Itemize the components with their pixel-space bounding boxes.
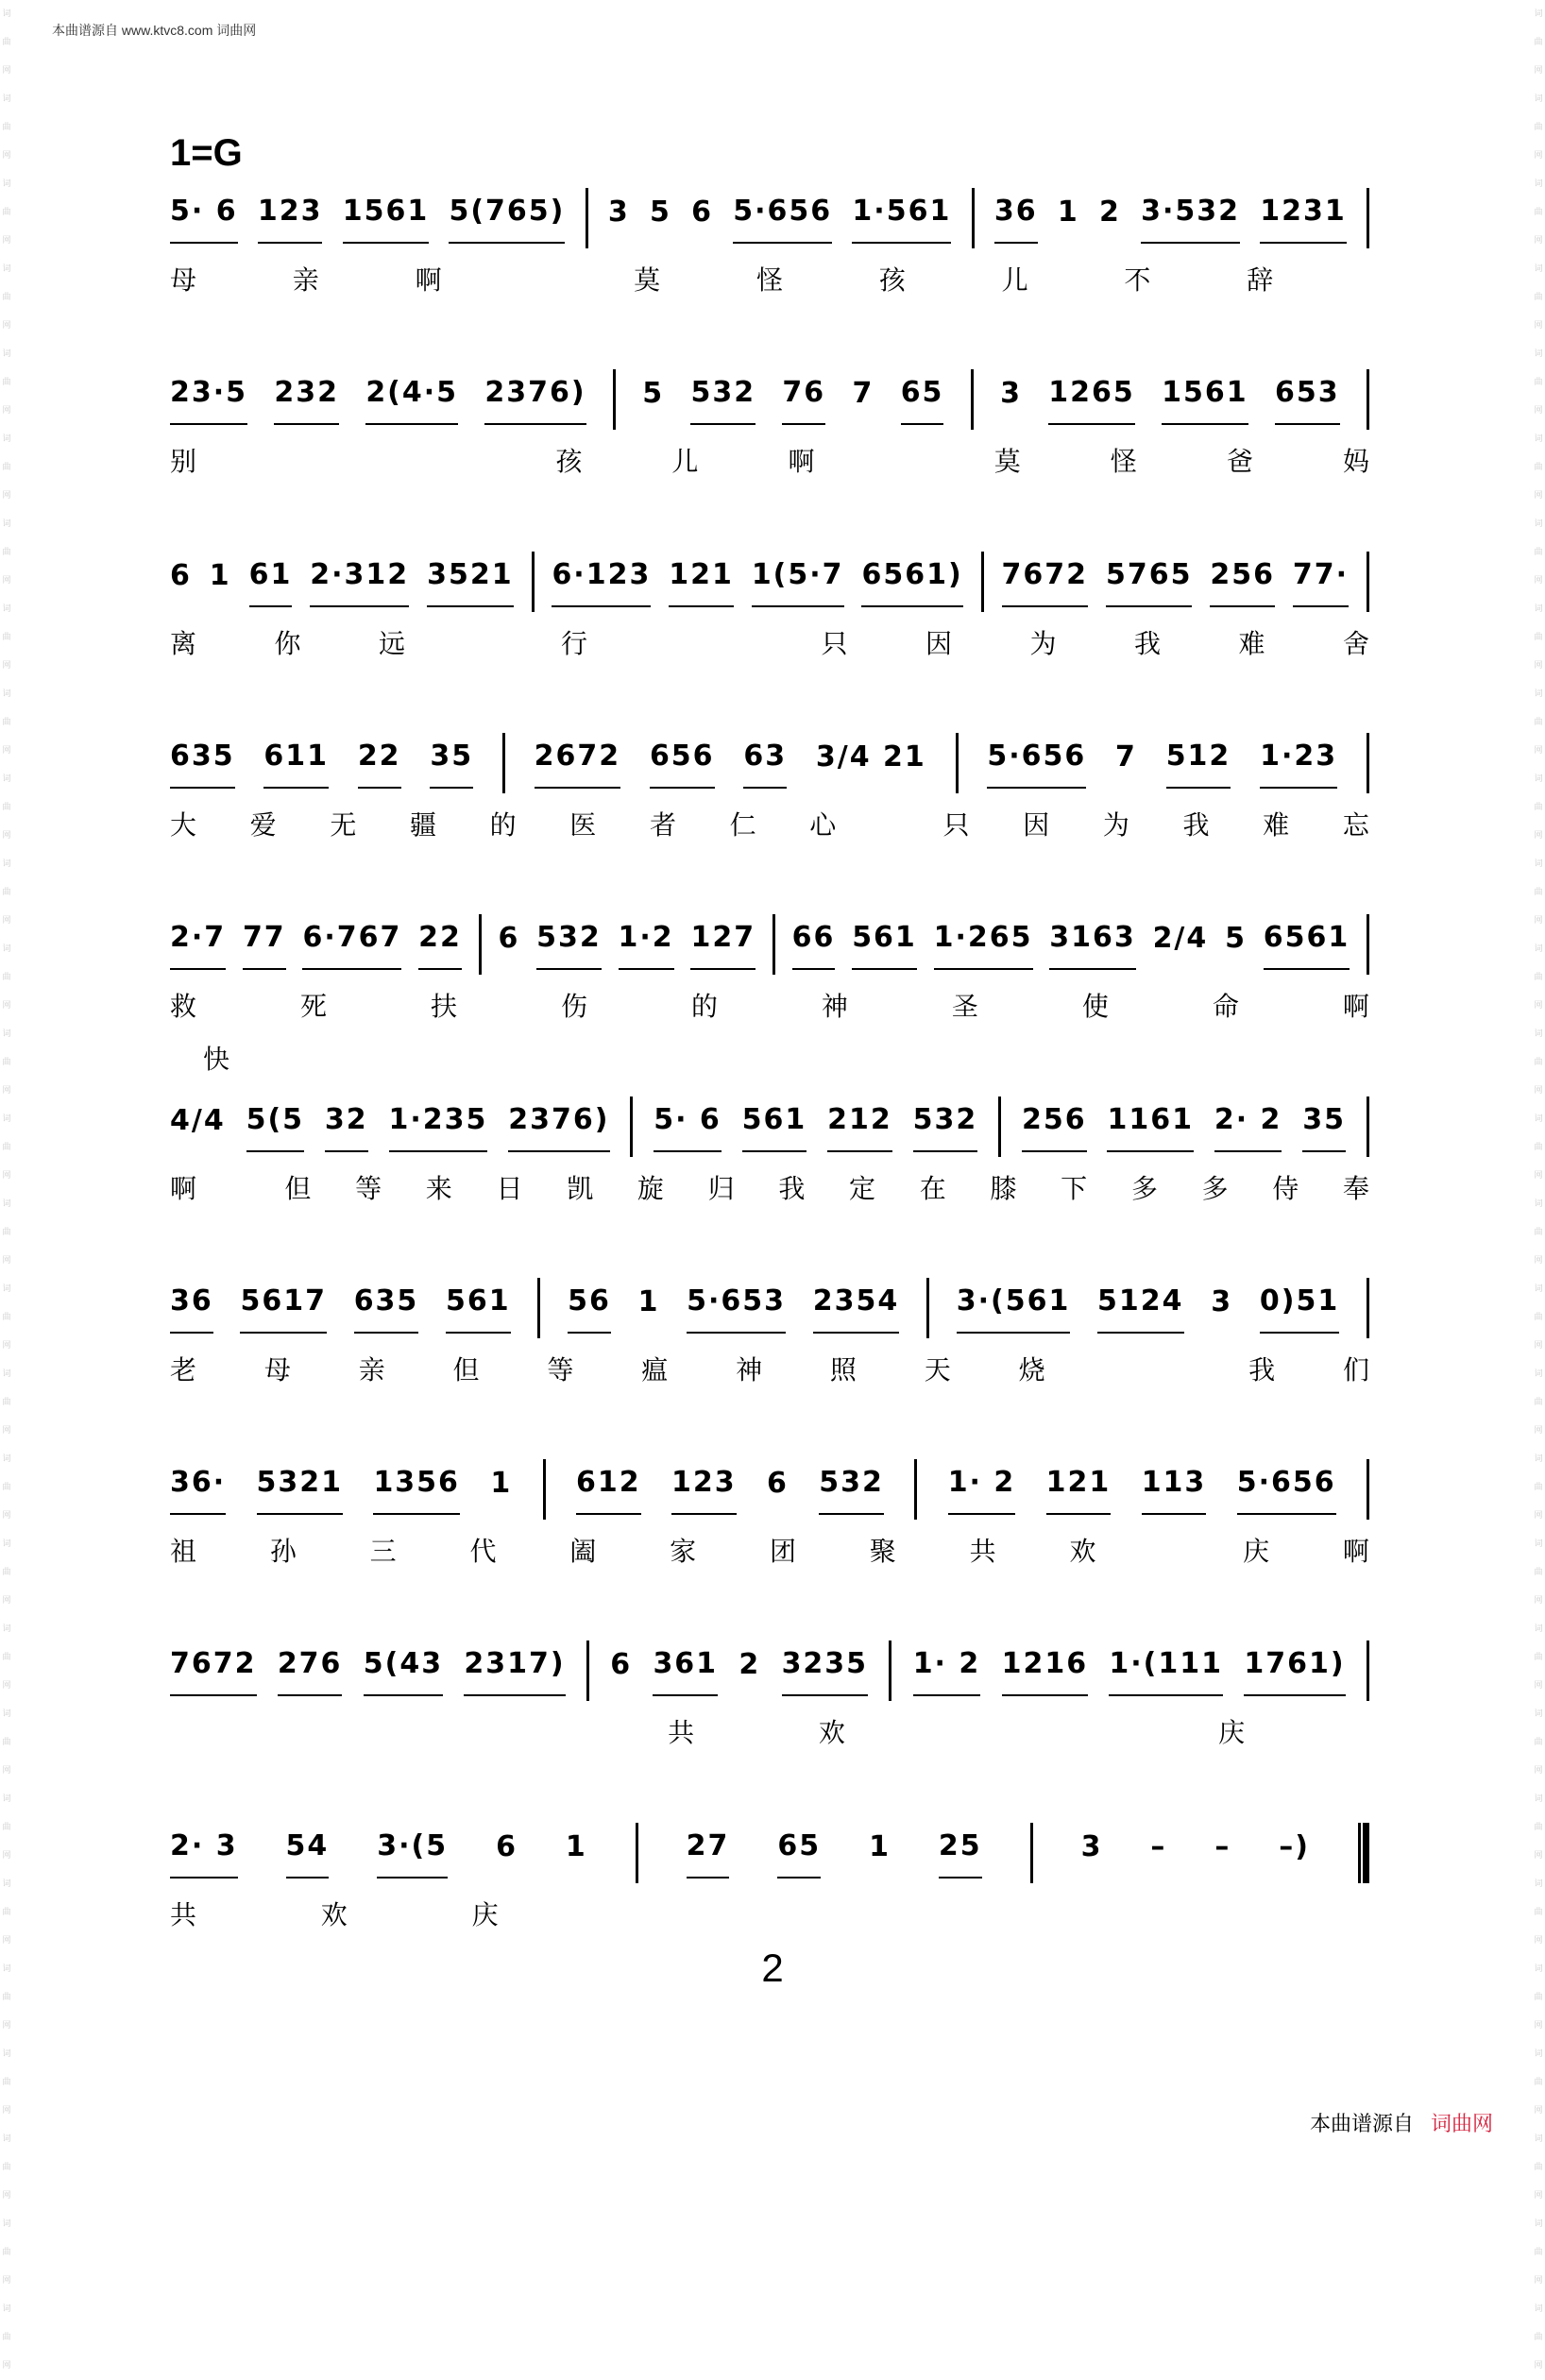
note-group: 3163 bbox=[1049, 919, 1136, 970]
lyric-syllable: 圣 bbox=[951, 991, 978, 1022]
lyric-syllable: 奉 bbox=[1342, 1173, 1369, 1204]
score-system bbox=[170, 1455, 1369, 1597]
lyric-syllable: 仁 bbox=[729, 809, 756, 841]
note-group: 25 bbox=[939, 1828, 982, 1878]
left-watermark: 词曲网词曲网词曲网词曲网词曲网词曲网词曲网词曲网词曲网词曲网词曲网词曲网词曲网词曲网词曲网词曲网词曲网词曲网词曲网词曲网词曲网词曲网词曲网词曲网词曲网词曲网词曲网词曲网 bbox=[2, 9, 11, 2371]
barline bbox=[998, 1096, 1001, 1157]
score-system bbox=[170, 729, 1369, 871]
note-group: 3 bbox=[1000, 377, 1022, 410]
lyric-syllable: 救 bbox=[170, 991, 197, 1022]
note-group: 612 bbox=[576, 1464, 641, 1515]
note-group: 2317) bbox=[464, 1645, 565, 1696]
notes-row bbox=[170, 1455, 1369, 1523]
score-system bbox=[170, 1819, 1369, 1961]
lyric-syllable: 等 bbox=[355, 1173, 382, 1204]
note-group: 635 bbox=[354, 1283, 419, 1334]
note-group: 2672 bbox=[535, 738, 621, 789]
lyric-syllable: 怪 bbox=[756, 264, 783, 296]
lyric-syllable: 你 bbox=[274, 628, 301, 659]
note-group: 2 bbox=[739, 1648, 761, 1681]
note-group: 0)51 bbox=[1260, 1283, 1339, 1334]
lyric-syllable: 为 bbox=[1102, 809, 1129, 841]
right-watermark: 词曲网词曲网词曲网词曲网词曲网词曲网词曲网词曲网词曲网词曲网词曲网词曲网词曲网词曲网词曲网词曲网词曲网词曲网词曲网词曲网词曲网词曲网词曲网词曲网词曲网词曲网词曲网词曲网 bbox=[1534, 9, 1543, 2371]
footer-source-label: 本曲谱源自 bbox=[1309, 2113, 1414, 2136]
lyric-syllable: 儿 bbox=[1001, 264, 1028, 296]
note-group: 22 bbox=[358, 738, 401, 789]
lyric-syllable: 远 bbox=[379, 628, 406, 659]
lyric-syllable: 来 bbox=[425, 1173, 452, 1204]
note-group: 76 bbox=[782, 374, 825, 425]
footer-brand: 词曲网 bbox=[1430, 2113, 1493, 2136]
note-group: 7672 bbox=[170, 1645, 257, 1696]
lyric-syllable: 欢 bbox=[1069, 1536, 1096, 1567]
lyric-syllable: 亲 bbox=[358, 1354, 385, 1386]
note-group: 1356 bbox=[373, 1464, 460, 1515]
note-group: 1· 2 bbox=[913, 1645, 981, 1696]
lyric-syllable: 归 bbox=[707, 1173, 735, 1204]
barline bbox=[532, 552, 535, 612]
lyric-syllable: 定 bbox=[849, 1173, 876, 1204]
note-group: 5617 bbox=[240, 1283, 327, 1334]
note-group: 561 bbox=[446, 1283, 511, 1334]
lyric-syllable: 我 bbox=[1182, 809, 1210, 841]
note-group: 36 bbox=[170, 1283, 213, 1334]
lyric-syllable: 我 bbox=[1133, 628, 1161, 659]
note-group: 5· 6 bbox=[170, 193, 238, 244]
note-group: 1216 bbox=[1002, 1645, 1089, 1696]
lyric-syllable: 扶 bbox=[430, 991, 457, 1022]
note-group: 212 bbox=[827, 1101, 892, 1152]
note-group: 22 bbox=[418, 919, 462, 970]
notes-row bbox=[170, 1274, 1369, 1342]
lyric-syllable: 祖 bbox=[170, 1536, 197, 1567]
note-group: 1 bbox=[1057, 196, 1079, 229]
lyric-syllable: 天 bbox=[924, 1354, 951, 1386]
note-group: 3235 bbox=[782, 1645, 869, 1696]
lyric-syllable: 的 bbox=[489, 809, 517, 841]
score-system bbox=[170, 1637, 1369, 1778]
lyric-syllable: 使 bbox=[1081, 991, 1109, 1022]
lyric-syllable: 伤 bbox=[560, 991, 587, 1022]
note-group: 1 bbox=[565, 1830, 587, 1863]
note-group: 35 bbox=[1302, 1101, 1346, 1152]
note-group: 256 bbox=[1210, 556, 1275, 607]
lyric-syllable: 我 bbox=[778, 1173, 806, 1204]
note-group: 1·2 bbox=[619, 919, 674, 970]
lyric-syllable: 死 bbox=[299, 991, 327, 1022]
note-group: 3·532 bbox=[1141, 193, 1240, 244]
note-group: 5124 bbox=[1097, 1283, 1184, 1334]
notes-row bbox=[170, 1637, 1369, 1705]
note-group: 3 bbox=[1080, 1830, 1103, 1863]
lyric-syllable: 聚 bbox=[869, 1536, 896, 1567]
barline bbox=[537, 1278, 540, 1338]
note-group: 36 bbox=[994, 193, 1038, 244]
lyric-syllable: 离 bbox=[170, 628, 197, 659]
lyrics-row bbox=[170, 1350, 1369, 1387]
note-group: 1· 2 bbox=[948, 1464, 1016, 1515]
barline bbox=[1367, 188, 1369, 248]
lyric-syllable: 们 bbox=[1342, 1354, 1369, 1386]
note-group: 2· 2 bbox=[1214, 1101, 1282, 1152]
lyric-syllable: 医 bbox=[569, 809, 597, 841]
lyrics-row bbox=[170, 986, 1369, 1024]
score-system bbox=[170, 1093, 1369, 1234]
note-group: –) bbox=[1279, 1830, 1311, 1863]
note-group: 5765 bbox=[1106, 556, 1193, 607]
barline bbox=[981, 552, 984, 612]
lyrics-row bbox=[170, 623, 1369, 661]
note-group: 561 bbox=[852, 919, 917, 970]
lyric-syllable: 亲 bbox=[292, 264, 319, 296]
note-group: 56 bbox=[568, 1283, 611, 1334]
barline bbox=[889, 1640, 891, 1701]
note-group: 5·653 bbox=[687, 1283, 786, 1334]
barline bbox=[1030, 1823, 1033, 1883]
lyric-syllable: 孙 bbox=[269, 1536, 297, 1567]
note-group: – bbox=[1150, 1830, 1167, 1863]
lyric-syllable: 代 bbox=[469, 1536, 497, 1567]
note-group: 121 bbox=[669, 556, 734, 607]
lyric-syllable: 母 bbox=[263, 1354, 291, 1386]
lyric-syllable: 但 bbox=[452, 1354, 480, 1386]
lyric-syllable: 三 bbox=[369, 1536, 397, 1567]
lyric-syllable: 啊 bbox=[170, 1173, 197, 1204]
barline bbox=[926, 1278, 929, 1338]
note-group: 532 bbox=[819, 1464, 884, 1515]
notes-row bbox=[170, 366, 1369, 434]
note-group: 1 bbox=[209, 559, 231, 592]
lyric-syllable: 多 bbox=[1201, 1173, 1229, 1204]
note-group: 1 bbox=[869, 1830, 891, 1863]
barline bbox=[543, 1459, 546, 1520]
barline bbox=[630, 1096, 633, 1157]
lyric-syllable: 欢 bbox=[818, 1717, 845, 1748]
lyric-syllable: 庆 bbox=[1218, 1717, 1246, 1748]
lyric-syllable: 老 bbox=[170, 1354, 197, 1386]
lyric-syllable: 多 bbox=[1130, 1173, 1158, 1204]
lyric-syllable: 只 bbox=[821, 628, 848, 659]
lyric-syllable: 啊 bbox=[1342, 1536, 1369, 1567]
note-group: 276 bbox=[278, 1645, 343, 1696]
lyric-syllable: 不 bbox=[1124, 264, 1151, 296]
note-group: 35 bbox=[430, 738, 473, 789]
lyric-syllable: 儿 bbox=[671, 446, 699, 477]
final-barline bbox=[1358, 1823, 1369, 1883]
note-group: 1561 bbox=[343, 193, 430, 244]
notes-row bbox=[170, 548, 1369, 616]
lyric-syllable: 阖 bbox=[569, 1536, 597, 1567]
note-group: 6561) bbox=[861, 556, 962, 607]
note-group: 1 bbox=[637, 1285, 660, 1318]
note-group: 7672 bbox=[1002, 556, 1089, 607]
lyric-syllable: 但 bbox=[284, 1173, 312, 1204]
lyric-syllable: 忘 bbox=[1342, 809, 1369, 841]
lyric-syllable: 难 bbox=[1263, 809, 1290, 841]
note-group: 6 bbox=[691, 196, 714, 229]
notes-row bbox=[170, 184, 1369, 252]
note-group: 3·(561 bbox=[957, 1283, 1071, 1334]
note-group: 3521 bbox=[427, 556, 514, 607]
note-group: 66 bbox=[792, 919, 836, 970]
barline bbox=[1367, 1459, 1369, 1520]
barline bbox=[1367, 914, 1369, 975]
lyric-syllable: 等 bbox=[547, 1354, 574, 1386]
lyric-syllable: 别 bbox=[170, 446, 197, 477]
lyric-syllable: 为 bbox=[1029, 628, 1057, 659]
note-group: 2354 bbox=[813, 1283, 900, 1334]
lyric-syllable: 心 bbox=[809, 809, 837, 841]
note-group: 1·235 bbox=[389, 1101, 488, 1152]
lyric-syllable: 因 bbox=[1023, 809, 1050, 841]
notes-row bbox=[170, 729, 1369, 797]
lyric-syllable: 啊 bbox=[1342, 991, 1369, 1022]
note-group: 6 bbox=[767, 1467, 789, 1500]
note-group: 3/4 21 bbox=[815, 740, 926, 774]
note-group: 5(765) bbox=[449, 193, 565, 244]
note-group: 2·312 bbox=[310, 556, 409, 607]
barline bbox=[1367, 1096, 1369, 1157]
lyric-syllable: 舍 bbox=[1342, 628, 1369, 659]
lyric-syllable: 爱 bbox=[249, 809, 277, 841]
lyric-syllable: 辞 bbox=[1247, 264, 1274, 296]
note-group: 6 bbox=[610, 1648, 633, 1681]
notes-row bbox=[170, 910, 1369, 978]
barline bbox=[636, 1823, 638, 1883]
note-group: 2(4·5 bbox=[365, 374, 458, 425]
note-group: 532 bbox=[690, 374, 756, 425]
score-system bbox=[170, 184, 1369, 326]
score-system bbox=[170, 366, 1369, 507]
note-group: 6·767 bbox=[302, 919, 401, 970]
barline bbox=[956, 733, 959, 793]
note-group: 7 bbox=[852, 377, 874, 410]
lyric-syllable: 疆 bbox=[409, 809, 436, 841]
lyric-syllable: 家 bbox=[670, 1536, 697, 1567]
note-group: 1·561 bbox=[852, 193, 951, 244]
note-group: 4/4 bbox=[170, 1104, 226, 1137]
note-group: 2· 3 bbox=[170, 1828, 238, 1878]
score-system bbox=[170, 910, 1369, 1052]
barline bbox=[586, 1640, 589, 1701]
lyric-syllable: 神 bbox=[821, 991, 848, 1022]
note-group: 5·656 bbox=[1237, 1464, 1336, 1515]
note-group: 232 bbox=[274, 374, 339, 425]
note-group: 6·123 bbox=[552, 556, 651, 607]
note-group: 5·656 bbox=[733, 193, 832, 244]
note-group: 1161 bbox=[1107, 1101, 1194, 1152]
note-group: 611 bbox=[263, 738, 329, 789]
note-group: 32 bbox=[325, 1101, 368, 1152]
note-group: 121 bbox=[1046, 1464, 1112, 1515]
lyric-syllable: 下 bbox=[1061, 1173, 1088, 1204]
note-group: 361 bbox=[653, 1645, 718, 1696]
note-group: 2 bbox=[1098, 196, 1121, 229]
note-group: 113 bbox=[1142, 1464, 1207, 1515]
lyric-syllable: 在 bbox=[919, 1173, 946, 1204]
barline bbox=[586, 188, 588, 248]
key-signature: 1=G bbox=[170, 132, 243, 174]
lyric-syllable: 孩 bbox=[878, 264, 906, 296]
lyric-syllable: 烧 bbox=[1018, 1354, 1045, 1386]
note-group: 6561 bbox=[1264, 919, 1350, 970]
lyrics-row bbox=[170, 805, 1369, 842]
lyric-syllable: 凯 bbox=[567, 1173, 594, 1204]
note-group: 77 bbox=[243, 919, 286, 970]
note-group: 561 bbox=[742, 1101, 807, 1152]
lyric-syllable: 啊 bbox=[788, 446, 815, 477]
note-group: 5· 6 bbox=[654, 1101, 722, 1152]
barline bbox=[972, 188, 975, 248]
lyrics-row bbox=[170, 1712, 1369, 1750]
note-group: 635 bbox=[170, 738, 235, 789]
lyric-syllable: 命 bbox=[1212, 991, 1239, 1022]
barline bbox=[479, 914, 482, 975]
lyric-syllable: 爸 bbox=[1226, 446, 1253, 477]
note-group: 63 bbox=[743, 738, 787, 789]
note-group: 3 bbox=[607, 196, 630, 229]
note-group: 1·(111 bbox=[1109, 1645, 1223, 1696]
score-system bbox=[170, 1274, 1369, 1416]
note-group: 2376) bbox=[484, 374, 586, 425]
header-source-text: 本曲谱源自 www.ktvc8.com 词曲网 bbox=[52, 23, 257, 38]
lyrics-row bbox=[170, 1895, 1369, 1932]
note-group: 123 bbox=[671, 1464, 737, 1515]
barline bbox=[1367, 733, 1369, 793]
lyrics-row bbox=[170, 260, 1369, 298]
note-group: 65 bbox=[901, 374, 944, 425]
lyric-syllable: 欢 bbox=[320, 1899, 348, 1930]
lyric-syllable: 怪 bbox=[1110, 446, 1137, 477]
note-group: 512 bbox=[1166, 738, 1231, 789]
note-group: 656 bbox=[650, 738, 715, 789]
score-system bbox=[170, 548, 1369, 689]
note-group: 61 bbox=[249, 556, 293, 607]
barline bbox=[1367, 369, 1369, 430]
tempo-mark: 快 bbox=[203, 1044, 230, 1075]
lyric-syllable: 团 bbox=[769, 1536, 796, 1567]
lyric-syllable: 难 bbox=[1238, 628, 1265, 659]
note-group: 5 bbox=[650, 196, 671, 229]
lyric-syllable: 瘟 bbox=[641, 1354, 669, 1386]
note-group: 2376) bbox=[508, 1101, 609, 1152]
lyrics-row bbox=[170, 1531, 1369, 1569]
lyric-syllable: 者 bbox=[649, 809, 676, 841]
note-group: 27 bbox=[687, 1828, 730, 1878]
note-group: 65 bbox=[777, 1828, 821, 1878]
note-group: 2/4 bbox=[1152, 922, 1209, 955]
footer-source bbox=[1310, 2108, 1493, 2137]
note-group: 532 bbox=[536, 919, 602, 970]
lyric-syllable: 侍 bbox=[1272, 1173, 1299, 1204]
note-group: 1·265 bbox=[934, 919, 1033, 970]
barline bbox=[1367, 1278, 1369, 1338]
note-group: 1·23 bbox=[1260, 738, 1337, 789]
note-group: 3·(5 bbox=[377, 1828, 448, 1878]
note-group: – bbox=[1214, 1830, 1231, 1863]
lyric-syllable: 照 bbox=[829, 1354, 857, 1386]
lyric-syllable: 莫 bbox=[993, 446, 1021, 477]
lyric-syllable: 因 bbox=[925, 628, 952, 659]
lyric-syllable: 庆 bbox=[471, 1899, 499, 1930]
note-group: 5(5 bbox=[246, 1101, 304, 1152]
lyric-syllable: 无 bbox=[330, 809, 357, 841]
note-group: 1 bbox=[490, 1467, 513, 1500]
note-group: 54 bbox=[286, 1828, 330, 1878]
barline bbox=[1367, 1640, 1369, 1701]
note-group: 6 bbox=[170, 559, 192, 592]
lyric-syllable: 我 bbox=[1248, 1354, 1276, 1386]
barline bbox=[502, 733, 505, 793]
lyric-syllable: 妈 bbox=[1342, 446, 1369, 477]
note-group: 1231 bbox=[1260, 193, 1347, 244]
lyric-syllable: 日 bbox=[496, 1173, 523, 1204]
lyric-syllable: 神 bbox=[736, 1354, 763, 1386]
barline bbox=[613, 369, 616, 430]
page-number: 2 bbox=[761, 1946, 784, 1990]
note-group: 256 bbox=[1022, 1101, 1087, 1152]
note-group: 127 bbox=[690, 919, 756, 970]
lyric-syllable: 行 bbox=[560, 628, 587, 659]
note-group: 5 bbox=[642, 377, 665, 410]
note-group: 653 bbox=[1275, 374, 1340, 425]
note-group: 123 bbox=[258, 193, 323, 244]
note-group: 1561 bbox=[1162, 374, 1248, 425]
lyric-syllable: 莫 bbox=[634, 264, 661, 296]
note-group: 1761) bbox=[1244, 1645, 1345, 1696]
lyric-syllable: 旋 bbox=[637, 1173, 664, 1204]
lyric-syllable: 只 bbox=[942, 809, 970, 841]
lyrics-row bbox=[170, 441, 1369, 479]
lyric-syllable: 庆 bbox=[1243, 1536, 1270, 1567]
lyric-syllable: 共 bbox=[668, 1717, 695, 1748]
note-group: 7 bbox=[1115, 740, 1137, 774]
note-group: 1(5·7 bbox=[752, 556, 844, 607]
barline bbox=[1367, 552, 1369, 612]
note-group: 5 bbox=[1225, 922, 1247, 955]
note-group: 23·5 bbox=[170, 374, 247, 425]
note-group: 6 bbox=[496, 1830, 518, 1863]
lyric-syllable: 的 bbox=[690, 991, 718, 1022]
lyric-syllable: 共 bbox=[969, 1536, 996, 1567]
note-group: 5321 bbox=[257, 1464, 344, 1515]
note-group: 532 bbox=[913, 1101, 978, 1152]
notes-row bbox=[170, 1093, 1369, 1161]
lyric-syllable: 膝 bbox=[990, 1173, 1017, 1204]
note-group: 5(43 bbox=[364, 1645, 443, 1696]
lyric-syllable: 大 bbox=[170, 809, 197, 841]
note-group: 2·7 bbox=[170, 919, 226, 970]
lyric-syllable: 啊 bbox=[415, 264, 442, 296]
note-group: 3 bbox=[1211, 1285, 1233, 1318]
barline bbox=[914, 1459, 917, 1520]
note-group: 36· bbox=[170, 1464, 226, 1515]
barline bbox=[971, 369, 974, 430]
barline bbox=[772, 914, 775, 975]
lyrics-row bbox=[170, 1168, 1369, 1206]
note-group: 1265 bbox=[1048, 374, 1135, 425]
note-group: 5·656 bbox=[987, 738, 1086, 789]
note-group: 77· bbox=[1293, 556, 1349, 607]
lyric-syllable: 共 bbox=[170, 1899, 197, 1930]
note-group: 6 bbox=[498, 922, 520, 955]
lyric-syllable: 母 bbox=[170, 264, 197, 296]
notes-row bbox=[170, 1819, 1369, 1887]
lyric-syllable: 孩 bbox=[555, 446, 583, 477]
